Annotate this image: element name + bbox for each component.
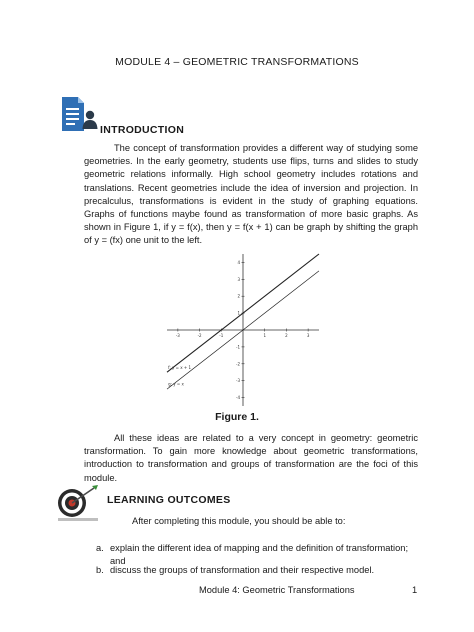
list-marker: a. [96,543,104,553]
learning-outcomes-intro: After completing this module, you should be able to: [132,516,346,526]
x-tick-label: 2 [285,333,288,338]
x-tick-label: 3 [306,333,310,338]
page-number: 1 [412,585,418,595]
list-item-text: explain the different idea of mapping and the definition of transformation; and [110,543,409,566]
list-marker: b. [96,565,104,575]
y-tick-label: 4 [237,259,240,265]
document-user-icon [58,95,100,135]
graph-line-labels [168,365,191,387]
y-tick-label: 3 [237,276,240,282]
y-tick-label: -2 [236,361,240,367]
series-label: g: y = x [168,381,184,387]
x-tick-label: -2 [197,333,202,338]
series-label: f: y = x + 1 [168,364,192,370]
list-item-text: discuss the groups of transformation and their respective model. [110,565,375,575]
figure-caption: Figure 1. [215,411,259,423]
x-tick-label: -3 [175,333,180,338]
body-paragraph: All these ideas are related to a very concept in geometry: geometric transformation. To gain more knowledge about geometric transformations, introduction to transformation and groups of transformation are the foci of this module. [84,433,418,483]
figure-1-graph [163,250,323,410]
x-tick-label: -1 [219,333,224,338]
y-tick-label: -4 [236,395,240,401]
introduction-heading: INTRODUCTION [100,124,185,136]
x-tick-label: 1 [263,333,266,338]
learning-outcomes-heading: LEARNING OUTCOMES [107,494,231,506]
y-tick-label: 2 [237,293,240,299]
module-title: MODULE 4 – GEOMETRIC TRANSFORMATIONS [115,56,359,68]
y-tick-label: -3 [236,378,240,384]
target-arrow-icon [56,482,100,522]
introduction-paragraph: The concept of transformation provides a different way of studying some geometries. In the early geometry, students use flips, turns and slides to study geometric relations informally. High school geometry includes rotations and translations. Recent geometries include the idea of inversion and projection. In precalculus, transformations is evident in the study of graphing equations. Graphs of functions maybe found as transformation of more basic graphs. As shown in Figure 1, if y = f(x), then y = f(x + 1) can be graph by shifting the graph of y = (fx) one unit to the left. [84,143,418,246]
y-tick-label: -1 [236,344,240,350]
footer-text: Module 4: Geometric Transformations [199,585,355,595]
y-tick-label: 1 [237,310,240,316]
